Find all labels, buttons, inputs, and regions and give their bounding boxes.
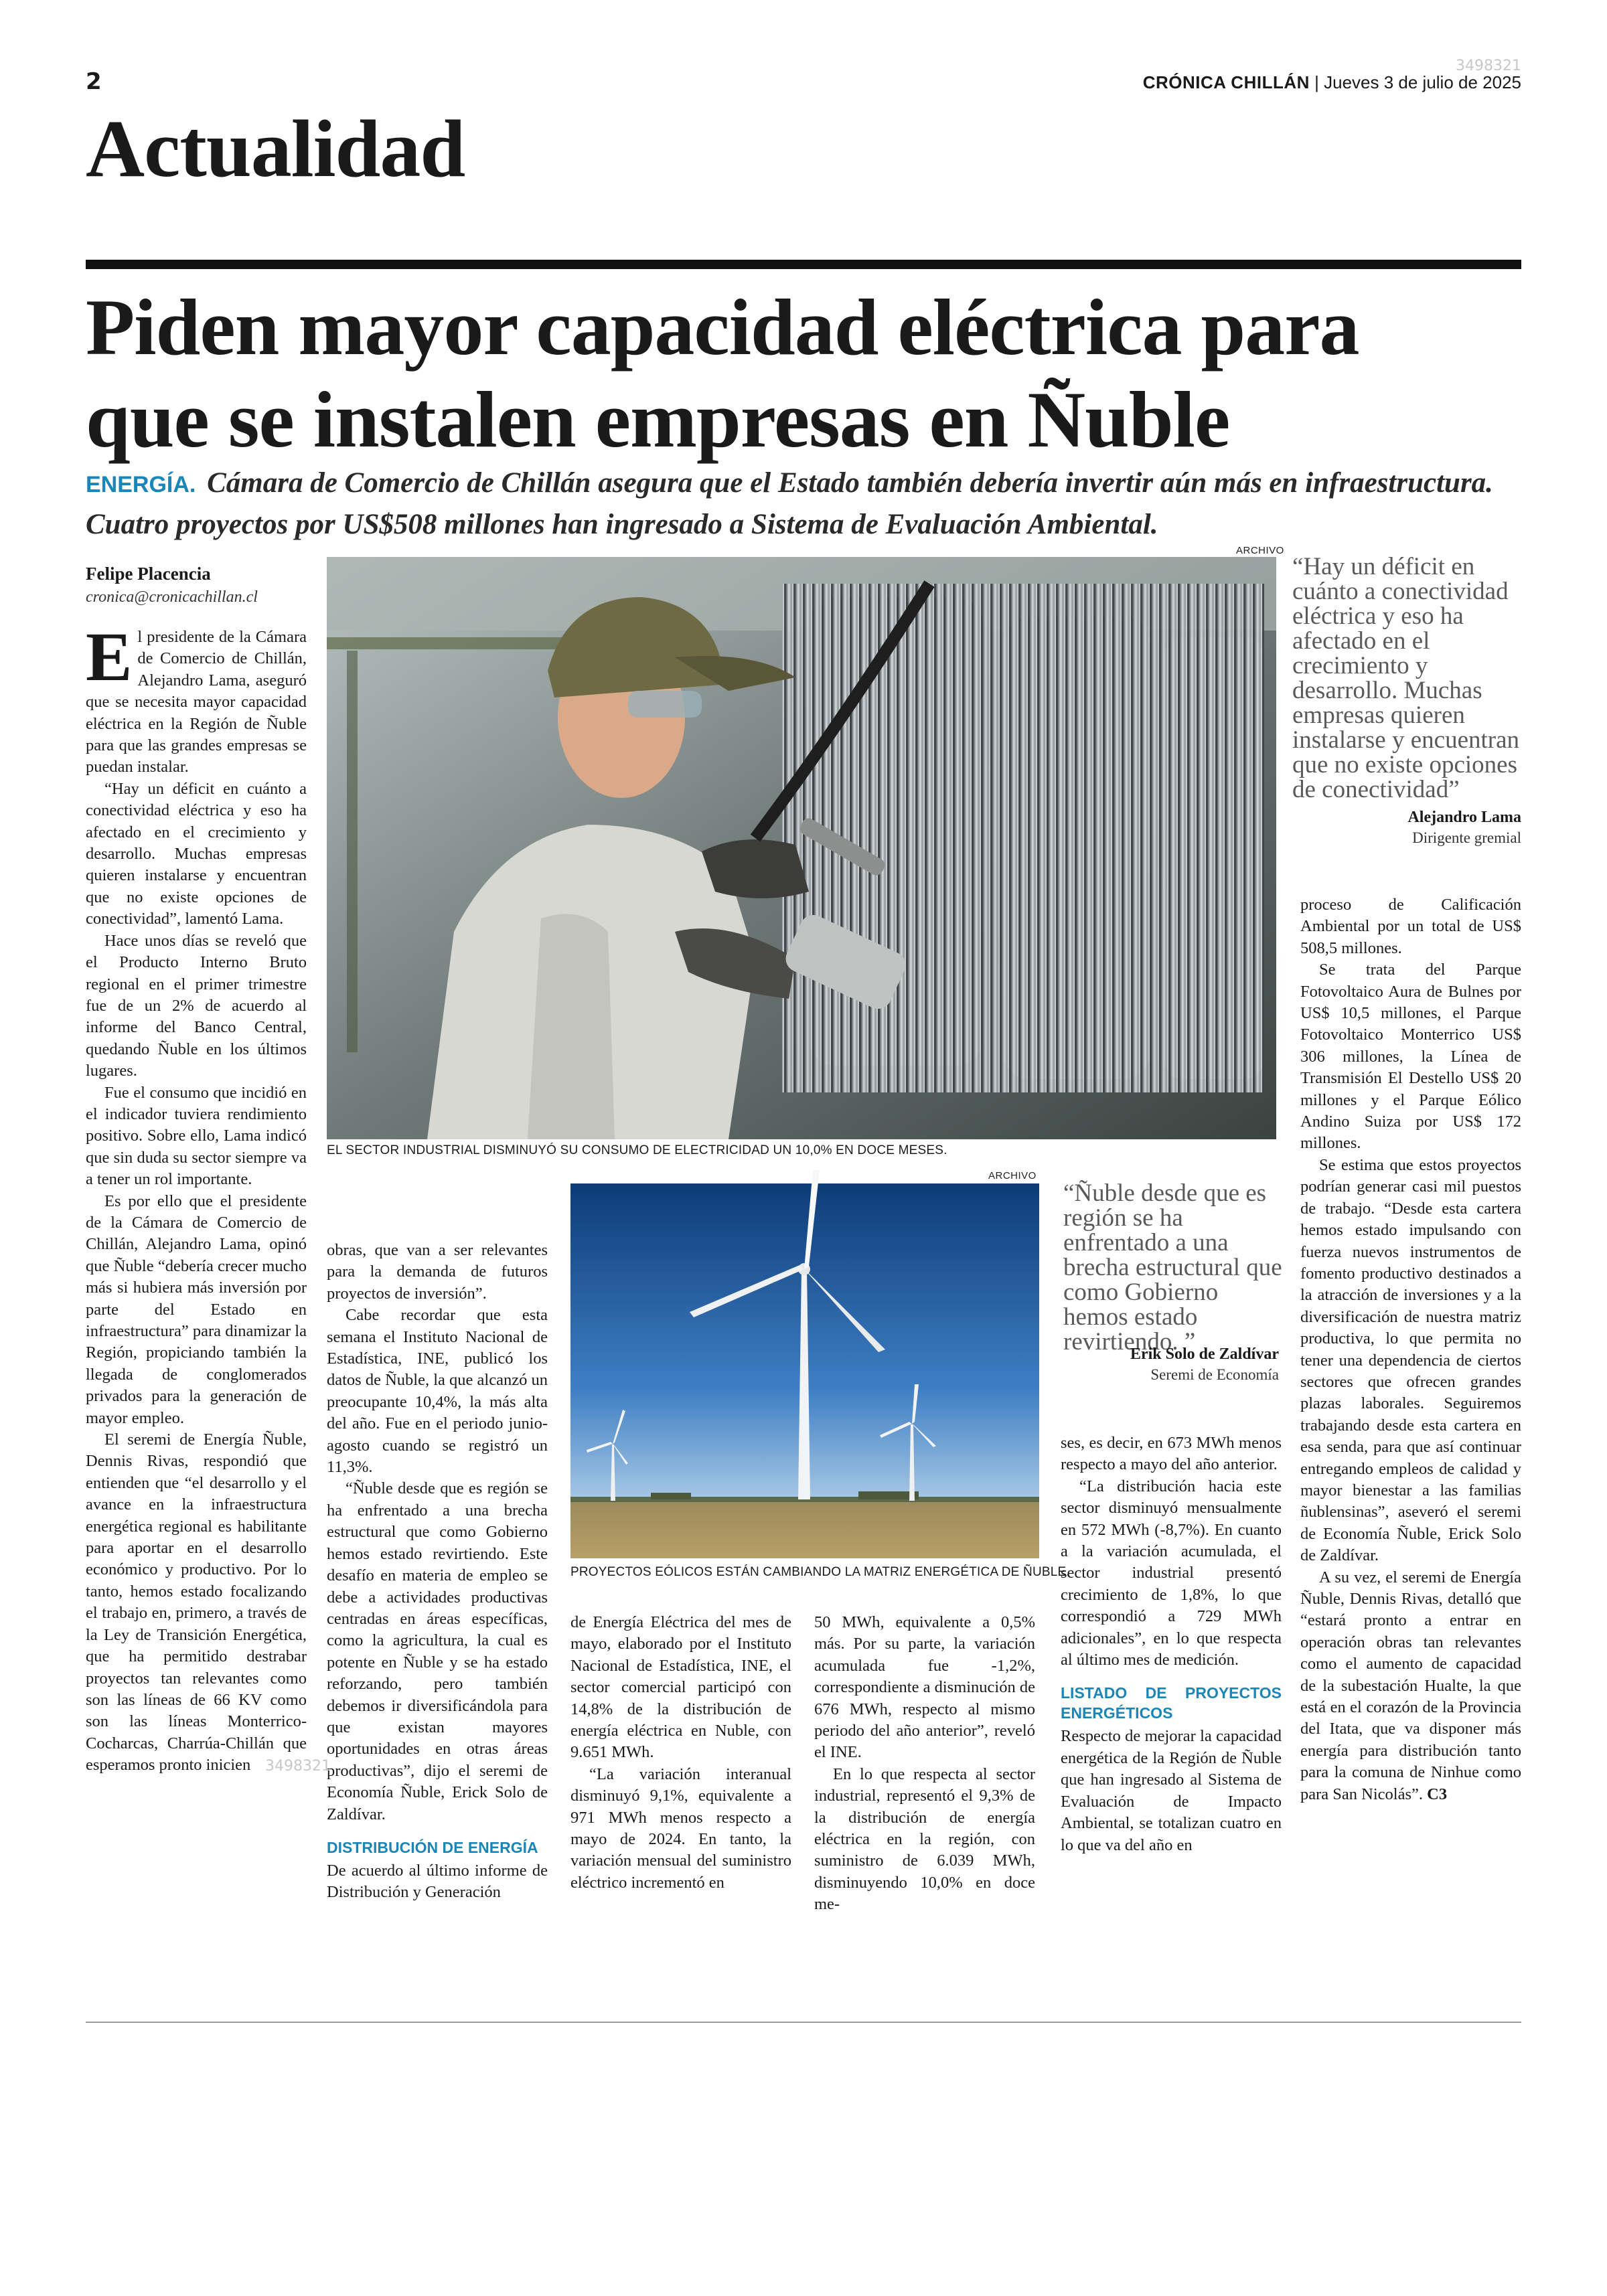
pull-quote-2-attribution — [1063, 1345, 1279, 1384]
quote-role: Seremi de Economía — [1150, 1366, 1279, 1383]
wind-turbines-photo — [570, 1183, 1039, 1558]
subhead-listado: LISTADO DE PROYECTOS ENERGÉTICOS — [1061, 1684, 1282, 1722]
quote-role: Dirigente gremial — [1412, 829, 1521, 846]
masthead: CRÓNICA CHILLÁN | Jueves 3 de julio de 2025 — [1142, 72, 1521, 92]
paragraph: Fue el consumo que incidió en el indicador tuviera rendimiento positivo. Sobre ello, Lama indicó que sin duda su sector siempre va a tener un rol importante. — [86, 1083, 307, 1189]
paragraph: En lo que respecta al sector industrial, representó el 9,3% de la distribución de energía eléctrica en la región, con suministro de 6.039 MWh, disminuyendo 10,0% en doce me- — [814, 1765, 1035, 1914]
body-column-4 — [814, 1612, 1035, 1914]
photo-caption-wind: PROYECTOS EÓLICOS ESTÁN CAMBIANDO LA MATRIZ ENERGÉTICA DE ÑUBLE. — [570, 1565, 1070, 1579]
paragraph: “La variación interanual disminuyó 9,1%, equivalente a 971 MWh menos respecto a mayo de 2024. En tanto, la variación mensual del suministro eléctrico incrementó en — [570, 1765, 791, 1892]
headline-line-2: que se instalen empresas en Ñuble — [86, 375, 1230, 464]
paragraph: de Energía Eléctrica del mes de mayo, elaborado por el Instituto Nacional de Estadística, INE, el sector comercial participó con 14,8% de la distribución de energía eléctrica en Nuble, con 9.651 MWh. — [570, 1613, 791, 1762]
byline — [86, 564, 307, 606]
publication-name: CRÓNICA CHILLÁN — [1142, 72, 1310, 92]
body-column-6 — [1300, 894, 1521, 1902]
worker-image — [327, 557, 1276, 1139]
photo-credit-wind: ARCHIVO — [988, 1170, 1037, 1181]
author-name: Felipe Placencia — [86, 564, 211, 584]
paragraph: Es por ello que el presidente de la Cámara de Comercio de Chillán, Alejandro Lama, opinó que Ñuble “debería crecer mucho más si hubiera más inversión por parte del Estado en infraestructura” para dinamizar la Región, propiciando también la llegada de conglomerados privados para la generación de mayor empleo. — [86, 1192, 307, 1427]
paragraph: “La distribución hacia este sector disminuyó mensualmente en 572 MWh (-8,7%). En cuanto a la variación acumulada, el sector industrial presentó crecimiento de 1,8%, lo que correspondió a 729 MWh adicionales”, en lo que respecta al último mes de medición. — [1061, 1477, 1282, 1669]
pull-quote-1: “Hay un déficit en cuánto a conectividad eléctrica y eso ha afectado en el crecimiento y desarrollo. Muchas empresas quieren instalarse y encuentran que no existe opciones de conectividad” — [1292, 553, 1520, 803]
paragraph: Cabe recordar que esta semana el Instituto Nacional de Estadística, INE, publicó los datos de Ñuble, la que alcanzó un preocupante 10,4%, la más alta del año. Fue en el periodo junio-agosto cuando se registró un 11,3%. — [327, 1306, 548, 1477]
pull-quote-1-attribution — [1292, 809, 1521, 847]
deck-text: Cámara de Comercio de Chillán asegura que el Estado también debería invertir aún más en infraestructura. Cuatro proyectos por US$508 millones han ingresado a Sistema de Evaluación Ambiental. — [86, 467, 1493, 540]
paragraph: El seremi de Energía Ñuble, Dennis Rivas, respondió que entienden que “el desarrollo y el avance en la infraestructura energética regional es habilitante para aportar en el desarrollo económico y productivo. Por lo tanto, hemos estado focalizando el trabajo en, primero, a través de la Ley de Transición Energética, que ha permitido destrabar proyectos tan relevantes como son las líneas de 66 KV como son las líneas Monterrico-Cocharcas, Charrúa-Chillán que esperamos pronto inicien — [86, 1430, 307, 1775]
paragraph: Respecto de mejorar la capacidad energética de la Región de Ñuble que han ingresado al Sistema de Evaluación de Impacto Ambiental, se totalizan cuatro en lo que va del año en — [1061, 1727, 1282, 1854]
deck-kicker: ENERGÍA. — [86, 472, 196, 497]
paragraph: Se trata del Parque Fotovoltaico Aura de Bulnes por US$ 10,5 millones, el Parque Fotovoltaico Monterrico US$ 306 millones, la Línea de Transmisión El Destello US$ 20 millones y el Parque Eólico Andino Suiza por US$ 172 millones. — [1300, 961, 1521, 1153]
paragraph: A su vez, el seremi de Energía Ñuble, Dennis Rivas, detalló que “estará pronto a entrar en operación obras tan relevantes como el aumento de capacidad de la subestación Hualte, la que está en el corazón de la Provincia del Itata, que va disponer más energía para distribución tanto para la comuna de Ninhue como para San Nicolás”. C3 — [1300, 1568, 1521, 1803]
paragraph: “Ñuble desde que es región se ha enfrentado a una brecha estructural que como Gobierno hemos estado revirtiendo. Este desafío en materia de empleo se debe a actividades productivas centradas en áreas específicas, como la agricultura, la cual es potente en Ñuble y se ha estado reforzando, pero también debemos ir diversificándola para que existan mayores oportunidades en otras áreas productivas”, dijo el seremi de Economía Ñuble, Erick Solo de Zaldívar. — [327, 1479, 548, 1823]
page-number: 2 — [86, 68, 102, 95]
page-code-watermark: 3498321 — [265, 1758, 331, 1775]
paragraph-1: El presidente de la Cámara de Comercio de Chillán, Alejandro Lama, aseguró que se necesita mayor capacidad eléctrica en la Región de Ñuble para que las grandes empresas se puedan instalar. — [86, 619, 307, 776]
paragraph: ses, es decir, en 673 MWh menos respecto a mayo del año anterior. — [1061, 1434, 1282, 1474]
paragraph: proceso de Calificación Ambiental por un total de US$ 508,5 millones. — [1300, 896, 1521, 957]
page-code: 3498321 — [1456, 58, 1521, 74]
wind-image — [570, 1183, 1039, 1558]
body-column-3 — [570, 1612, 791, 1902]
quote-author: Erik Solo de Zaldívar — [1130, 1345, 1279, 1363]
paragraph: De acuerdo al último informe de Distribución y Generación — [327, 1861, 548, 1902]
paragraph: “Hay un déficit en cuánto a conectividad eléctrica y eso ha afectado en el crecimiento y desarrollo. Muchas empresas quieren instalarse y encuentran que no existe opciones de conectividad”, lamentó Lama. — [86, 779, 307, 928]
author-email: cronica@cronicachillan.cl — [86, 588, 258, 606]
paragraph: Se estima que estos proyectos podrían generar casi mil puestos de trabajo. “Desde esta cartera hemos estado impulsando con fuerza nuevos instrumentos de fomento productivo destinados a la atracción de inversiones y a la diversificación de nuestra matriz productiva, lo que permita no tener una dependencia de ciertos sectores que ofrecen grandes plazas laborales. Seguiremos trabajando desde esta cartera en esa senda, para que así continuar entregando empleos de calidad y mayor bienestar a las familias ñublensinas”, aseveró el seremi de Economía Ñuble, Erick Solo de Zaldívar. — [1300, 1155, 1521, 1565]
paragraph: Hace unos días se reveló que el Producto Interno Bruto regional en el primer trimestre fue de un 2% de acuerdo al informe del Banco Central, quedando Ñuble en los últimos lugares. — [86, 931, 307, 1080]
article-deck — [86, 463, 1532, 545]
headline-line-1: Piden mayor capacidad eléctrica para — [86, 282, 1359, 372]
industrial-worker-photo — [327, 557, 1276, 1139]
photo-credit-main: ARCHIVO — [1236, 545, 1284, 556]
drop-cap: E — [86, 619, 133, 695]
photo-caption-main: EL SECTOR INDUSTRIAL DISMINUYÓ SU CONSUMO DE ELECTRICIDAD UN 10,0% EN DOCE MESES. — [327, 1143, 947, 1157]
pull-quote-2: “Ñuble desde que es región se ha enfrentado a una brecha estructural que como Gobierno hemos estado revirtiendo. ” — [1063, 1179, 1282, 1356]
article-headline — [86, 281, 1525, 466]
body-column-1 — [86, 619, 307, 1902]
body-column-5 — [1061, 1432, 1282, 1902]
subhead-distribucion: DISTRIBUCIÓN DE ENERGÍA — [327, 1838, 538, 1856]
end-mark: C3 — [1427, 1785, 1448, 1803]
bottom-divider — [86, 2022, 1521, 2023]
section-divider — [86, 260, 1521, 269]
body-column-2 — [327, 1240, 548, 1902]
quote-author: Alejandro Lama — [1407, 809, 1521, 826]
publication-date: Jueves 3 de julio de 2025 — [1324, 72, 1521, 92]
paragraph: 50 MWh, equivalente a 0,5% más. Por su parte, la variación acumulada fue -1,2%, correspondiente a disminución de 676 MWh, respecto al mismo periodo del año anterior”, reveló el INE. — [814, 1613, 1035, 1762]
paragraph: obras, que van a ser relevantes para la demanda de futuros proyectos de inversión”. — [327, 1241, 548, 1303]
section-title: Actualidad — [86, 104, 465, 194]
